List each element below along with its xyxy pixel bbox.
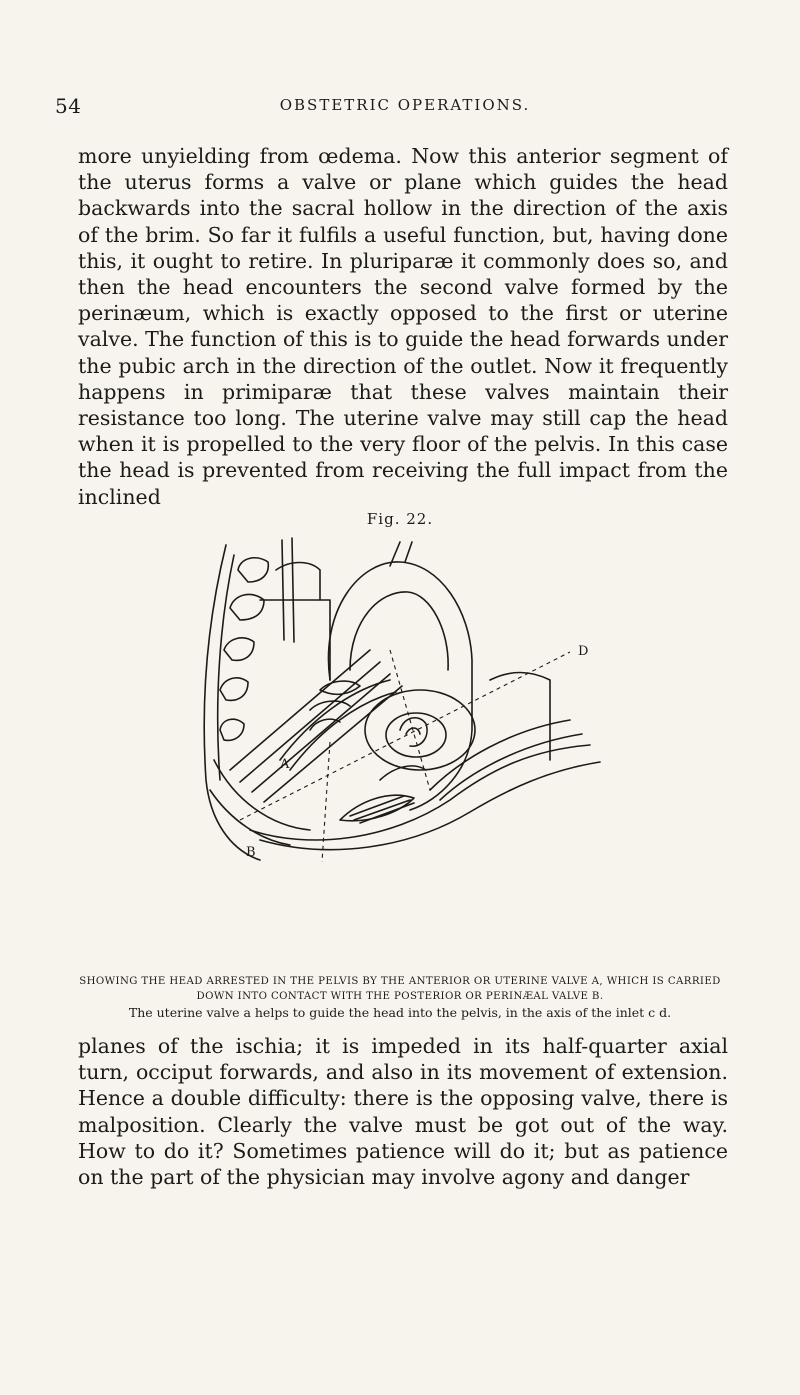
vertebra-2 <box>230 594 264 620</box>
perineum-outline <box>250 745 590 840</box>
vertebra-3 <box>224 638 254 661</box>
fetal-head <box>365 690 475 770</box>
sacrum-outline <box>204 545 260 860</box>
figure-caption: SHOWING THE HEAD ARRESTED IN THE PELVIS BY THE ANTERIOR OR UTERINE VALVE A, WHICH IS CARRIED DOWN INTO CONTACT WITH THE POSTERIOR OR PERINÆAL VALVE B. <box>79 976 721 1002</box>
figure-letter-a: A <box>280 757 290 772</box>
figure-letter-b: B <box>246 845 256 860</box>
axis-line-a-b <box>322 742 330 862</box>
figure-letter-d: D <box>578 644 589 659</box>
pelvis-drawing <box>190 530 630 865</box>
figure-caption-sub: The uterine valve a helps to guide the head into the pelvis, in the axis of the inlet c d. <box>128 1005 672 1020</box>
figure-label: Fig. 22. <box>366 510 434 528</box>
body-paragraph-2: planes of the ischia; it is impeded in its half-quarter axial turn, occiput forwards, and also in its movement of extension. Hence a double difficulty: there is the opposing valve, there is malposition. Clearly the valve must be got out of the way. How to do it? Sometimes patience will do it; but as patience on the part of the physician may involve agony and danger <box>78 1034 728 1190</box>
page-number: 54 <box>55 94 82 118</box>
vertebra-4 <box>220 678 248 701</box>
figure-illustration <box>190 530 630 865</box>
vertebra-1 <box>238 558 268 582</box>
vertebra-5 <box>220 719 244 740</box>
axis-line-c-d <box>240 652 570 820</box>
page-header <box>55 94 755 118</box>
running-head: OBSTETRIC OPERATIONS. <box>279 96 531 114</box>
body-paragraph-1: more unyielding from œdema. Now this anterior segment of the uterus forms a valve or plane which guides the head backwards into the sacral hollow in the direction of the axis of the brim. So far it fulfils a useful function, but, having done this, it ought to retire. In pluriparæ it commonly does so, and then the head encounters the second valve formed by the perinæum, which is exactly opposed to the first or uterine valve. The function of this is to guide the head forwards under the pubic arch in the direction of the outlet. Now it frequently happens in primiparæ that these valves maintain their resistance too long. The uterine valve may still cap the head when it is propelled to the very floor of the pelvis. In this case the head is prevented from receiving the full impact from the inclined <box>78 144 728 509</box>
